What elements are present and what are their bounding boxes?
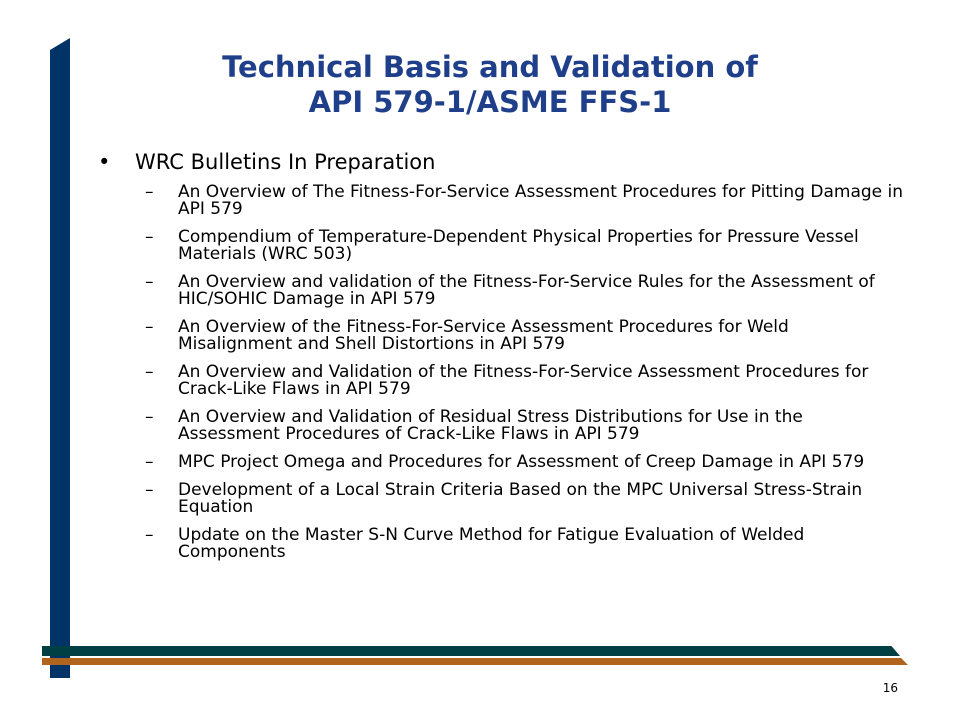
sub-bullet-item xyxy=(145,454,905,471)
dash-icon: – xyxy=(145,317,154,337)
slide-title-line-2: API 579-1/ASME FFS-1 xyxy=(308,85,672,119)
sub-bullet-item xyxy=(145,482,905,516)
sub-bullet-text: An Overview of The Fitness-For-Service Assessment Procedures for Pitting Damage in API 579 xyxy=(178,182,904,219)
dash-icon: – xyxy=(145,362,154,382)
dash-icon: – xyxy=(145,480,154,500)
dash-icon: – xyxy=(145,272,154,292)
sub-bullet-text: Compendium of Temperature-Dependent Physical Properties for Pressure Vessel Materials (WRC 503) xyxy=(178,227,859,264)
sub-bullet-text: An Overview and Validation of Residual Stress Distributions for Use in the Assessment Procedures of Crack-Like Flaws in API 579 xyxy=(178,407,803,444)
main-bullet-text: WRC Bulletins In Preparation xyxy=(135,150,436,174)
sub-bullet-item xyxy=(145,409,905,443)
sub-bullet-item xyxy=(145,527,905,561)
sub-bullet-item xyxy=(145,364,905,398)
sub-bullet-text: An Overview and Validation of the Fitness-For-Service Assessment Procedures for Crack-Like Flaws in API 579 xyxy=(178,362,869,399)
main-bullet xyxy=(98,148,918,176)
sub-bullet-text: An Overview and validation of the Fitness-For-Service Rules for the Assessment of HIC/SOHIC Damage in API 579 xyxy=(178,272,875,309)
slide-title-line-1: Technical Basis and Validation of xyxy=(222,50,758,84)
sub-bullet-item xyxy=(145,184,905,218)
bottom-accent-bar-teal xyxy=(42,646,900,656)
slide-title xyxy=(120,50,860,120)
bottom-accent-bar-brown xyxy=(42,658,908,665)
dash-icon: – xyxy=(145,452,154,472)
sub-bullet-item xyxy=(145,319,905,353)
slide-content xyxy=(98,148,918,572)
sub-bullet-list xyxy=(98,184,918,561)
sub-bullet-item xyxy=(145,229,905,263)
page-number: 16 xyxy=(882,681,898,695)
left-accent-bar xyxy=(50,38,70,678)
dash-icon: – xyxy=(145,525,154,545)
sub-bullet-text: Update on the Master S-N Curve Method for Fatigue Evaluation of Welded Components xyxy=(178,525,805,562)
bullet-icon: • xyxy=(98,150,111,174)
dash-icon: – xyxy=(145,407,154,427)
sub-bullet-item xyxy=(145,274,905,308)
sub-bullet-text: An Overview of the Fitness-For-Service Assessment Procedures for Weld Misalignment and Shell Distortions in API 579 xyxy=(178,317,789,354)
left-accent-bar-cap xyxy=(50,38,70,50)
sub-bullet-text: MPC Project Omega and Procedures for Assessment of Creep Damage in API 579 xyxy=(178,452,865,472)
dash-icon: – xyxy=(145,182,154,202)
sub-bullet-text: Development of a Local Strain Criteria Based on the MPC Universal Stress-Strain Equation xyxy=(178,480,863,517)
dash-icon: – xyxy=(145,227,154,247)
